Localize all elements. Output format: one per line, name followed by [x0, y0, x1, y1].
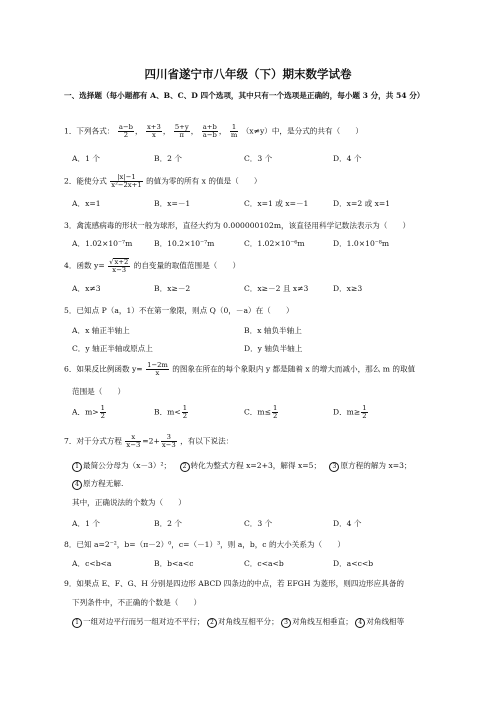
question-7-tail: ，有以下说法： [180, 436, 234, 446]
question-4-tail: 的自变量的取值范围是（ ） [133, 260, 241, 270]
question-1: 1．下列各式： $\frac{a-b}{2}$ ， $\frac{x+3}{x}$ ， $\frac{5+y}{\pi}$ ， $\frac{a+b}{a-b}$ ， $\frac{1}{m}$ （x≠y）中，是分式的共有（ ） [64, 123, 363, 139]
question-2: 2．能使分式 $\frac{|x|-1}{\text{x²−2x+1}}$ 的值为零的所有 x 的值是（ ） [64, 173, 262, 189]
circle-2-icon: 2 [180, 462, 190, 472]
question-5: 5．已知点 P（a，1）不在第一象限，则点 Q（0，－a）在（ ） [64, 306, 294, 315]
q5-option-d[interactable]: D．y 轴负半轴上 [244, 344, 303, 353]
q2-option-c[interactable]: C．x=1 或 x=－1 [244, 199, 309, 208]
circle-1-icon: 1 [72, 462, 82, 472]
question-6-tail: 的图象在所在的每个象限内 y 都是随着 x 的增大而减小，那么 m 的取值 [172, 364, 416, 374]
q3-option-d[interactable]: D．1.0×10⁻⁸m [333, 239, 390, 248]
q7-option-c[interactable]: C．3 个 [244, 519, 273, 528]
q6-option-c[interactable]: C．m≤ $\frac{1}{2}$ [244, 404, 278, 420]
q1-option-d[interactable]: D．4 个 [333, 154, 362, 163]
q6-option-b[interactable]: B．m< $\frac{1}{2}$ [154, 404, 188, 420]
q8-option-b[interactable]: B．b<a<c [154, 559, 194, 568]
section-heading: 一、选择题（每小题都有 A、B、C、D 四个选项，其中只有一个选项是正确的，每小题 3 分，共 54 分） [64, 91, 425, 100]
question-7: 7．对于分式方程 $\frac{x}{x-3}$ =2+ $\frac{3}{x-3}$ ，有以下说法： [64, 433, 234, 449]
question-7-statements: 1 最简公分母为（x－3）²； 2 转化为整式方程 x=2+3，解得 x=5； 3 原方程的解为 x=3； [72, 460, 412, 472]
q3-option-b[interactable]: B．10.2×10⁻⁷m [154, 239, 215, 248]
q4-option-c[interactable]: C．x≥－2 且 x≠3 [244, 284, 309, 293]
circle-3-icon: 3 [329, 462, 339, 472]
q4-option-b[interactable]: B．x≥－2 [154, 284, 191, 293]
q6-option-d[interactable]: D．m≥ $\frac{1}{2}$ [333, 404, 367, 420]
q5-option-b[interactable]: B．x 轴负半轴上 [244, 326, 302, 335]
q3-option-c[interactable]: C．1.02×10⁻⁶m [244, 239, 305, 248]
question-4-stem: 4．函数 y= [64, 260, 105, 270]
q1-option-b[interactable]: B．2 个 [154, 154, 183, 163]
question-7-stem: 7．对于分式方程 [64, 436, 122, 446]
circle-1-icon: 1 [72, 618, 82, 628]
question-9-statements: 1 一组对边平行而另一组对边不平行； 2 对角线互相平分； 3 对角线互相垂直； 4 对角线相等 [72, 616, 404, 628]
q4-option-a[interactable]: A．x≠3 [72, 284, 101, 293]
q2-option-a[interactable]: A．x=1 [72, 199, 101, 208]
question-8: 8．已知 a=2⁻²，b=（π－2）⁰，c=（－1）³，则 a，b，c 的大小关系为（ ） [64, 540, 345, 549]
q8-option-a[interactable]: A．c<b<a [72, 559, 112, 568]
question-1-tail: （x≠y）中，是分式的共有（ ） [241, 126, 363, 136]
circle-4-icon: 4 [355, 618, 365, 628]
question-7-statement-4: 4 原方程无解. [72, 478, 123, 490]
q2-option-d[interactable]: D．x=2 或 x=1 [333, 199, 391, 208]
q1-option-c[interactable]: C．3 个 [244, 154, 273, 163]
q8-option-c[interactable]: C．c<a<b [244, 559, 284, 568]
question-2-stem: 2．能使分式 [64, 176, 107, 186]
question-2-tail: 的值为零的所有 x 的值是（ ） [146, 176, 262, 186]
q7-option-b[interactable]: B．2 个 [154, 519, 183, 528]
circle-2-icon: 2 [207, 618, 217, 628]
question-9: 9．如果点 E、F、G、H 分别是四边形 ABCD 四条边的中点，若 EFGH 为菱形，则四边形应具备的 [64, 579, 405, 588]
q4-option-d[interactable]: D．x≥3 [333, 284, 363, 293]
q2-option-b[interactable]: B．x=－1 [154, 199, 191, 208]
question-3: 3．禽流感病毒的形状一般为球形，直径大约为 0.000000102m，该直径用科学记数法表示为（ ） [64, 221, 411, 230]
question-1-stem: 1．下列各式： [64, 126, 115, 136]
circle-4-icon: 4 [72, 480, 82, 490]
q5-option-a[interactable]: A．x 轴正半轴上 [72, 326, 130, 335]
q7-option-a[interactable]: A．1 个 [72, 519, 100, 528]
question-6-stem: 6．如果反比例函数 y= [64, 364, 143, 374]
q6-option-a[interactable]: A．m> $\frac{1}{2}$ [72, 404, 105, 420]
q5-option-c[interactable]: C．y 轴正半轴或原点上 [72, 344, 153, 353]
question-7-line3: 其中，正确说法的个数为（ ） [72, 498, 186, 507]
question-6: 6．如果反比例函数 y= $\frac{1-2m}{x}$ 的图象在所在的每个象限内 y 都是随着 x 的增大而减小，那么 m 的取值 [64, 361, 416, 377]
circle-3-icon: 3 [281, 618, 291, 628]
q1-option-a[interactable]: A．1 个 [72, 154, 100, 163]
q3-option-a[interactable]: A．1.02×10⁻⁷m [72, 239, 133, 248]
question-9-line2: 下列条件中，不正确的个数是（ ） [72, 598, 202, 607]
q7-option-d[interactable]: D．4 个 [333, 519, 362, 528]
q8-option-d[interactable]: D．a<c<b [333, 559, 374, 568]
exam-title: 四川省遂宁市八年级（下）期末数学试卷 [144, 67, 352, 81]
question-6-line2: 范围是（ ） [72, 387, 126, 396]
question-4: 4．函数 y= $\frac{√x+2}{x-3}$ 的自变量的取值范围是（ ） [64, 258, 241, 274]
